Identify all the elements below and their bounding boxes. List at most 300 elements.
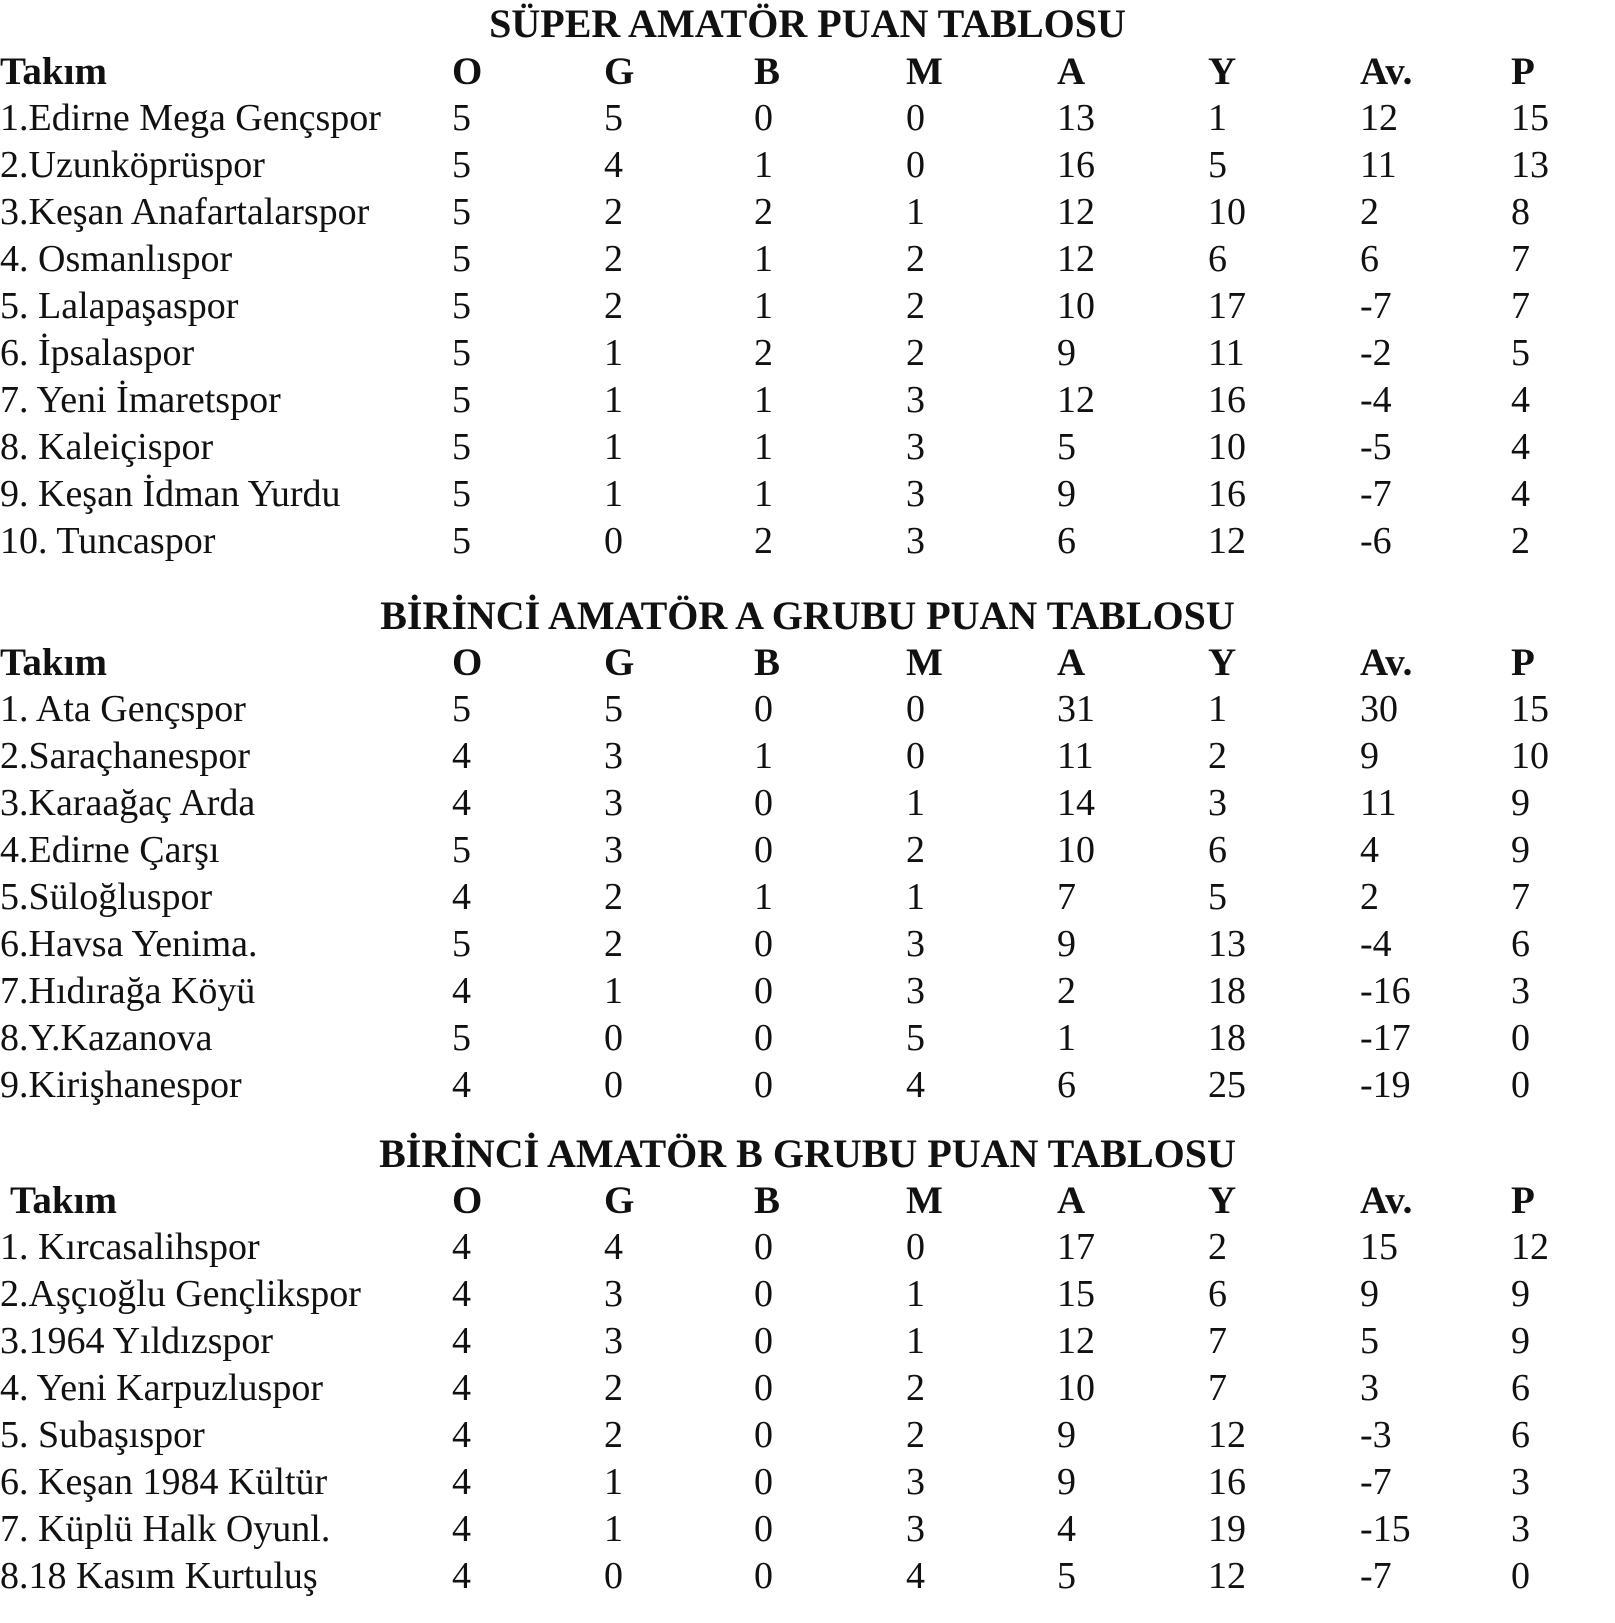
stat-m: 2 <box>906 1414 925 1456</box>
header-team: Takım <box>0 641 107 684</box>
stat-m: 0 <box>906 688 925 730</box>
stat-av: 30 <box>1360 688 1398 730</box>
team-name: 3.Karaağaç Arda <box>0 782 256 824</box>
table-row <box>0 1553 1615 1600</box>
table-row <box>0 518 1615 565</box>
stat-p: 3 <box>1511 970 1530 1012</box>
stat-y: 16 <box>1208 473 1246 515</box>
header-p: P <box>1511 641 1535 684</box>
stat-p: 6 <box>1511 1367 1530 1409</box>
header-a: A <box>1057 1179 1086 1222</box>
stat-o: 5 <box>452 688 471 730</box>
stat-g: 1 <box>604 379 623 421</box>
table-row <box>0 1459 1615 1506</box>
stat-o: 5 <box>452 426 471 468</box>
stat-a: 6 <box>1057 1064 1076 1106</box>
stat-m: 3 <box>906 1508 925 1550</box>
team-name: 4. Osmanlıspor <box>0 238 233 280</box>
stat-o: 4 <box>452 1273 471 1315</box>
stat-a: 12 <box>1057 1320 1095 1362</box>
stat-a: 10 <box>1057 1367 1095 1409</box>
stat-b: 0 <box>754 829 773 871</box>
table-row <box>0 686 1615 733</box>
table-row <box>0 1062 1615 1109</box>
team-name: 9.Kirişhanespor <box>0 1064 242 1106</box>
stat-m: 2 <box>906 238 925 280</box>
header-y: Y <box>1208 1179 1237 1222</box>
stat-y: 17 <box>1208 285 1246 327</box>
stat-a: 10 <box>1057 829 1095 871</box>
team-name: 5.Süloğluspor <box>0 876 213 918</box>
stat-a: 12 <box>1057 238 1095 280</box>
stat-m: 3 <box>906 426 925 468</box>
stat-a: 31 <box>1057 688 1095 730</box>
header-m: M <box>906 1179 943 1222</box>
stat-b: 0 <box>754 970 773 1012</box>
table-row <box>0 189 1615 236</box>
stat-m: 4 <box>906 1555 925 1597</box>
table-header-row <box>0 1177 1615 1224</box>
stat-g: 3 <box>604 735 623 777</box>
stat-o: 4 <box>452 782 471 824</box>
stat-g: 0 <box>604 520 623 562</box>
stat-y: 12 <box>1208 1414 1246 1456</box>
stat-g: 3 <box>604 829 623 871</box>
stat-g: 5 <box>604 97 623 139</box>
team-name: 3.Keşan Anafartalarspor <box>0 191 370 233</box>
stat-y: 18 <box>1208 1017 1246 1059</box>
stat-av: -2 <box>1360 332 1392 374</box>
stat-g: 1 <box>604 473 623 515</box>
header-team: Takım <box>10 1179 117 1222</box>
stat-p: 2 <box>1511 520 1530 562</box>
team-name: 1.Edirne Mega Gençspor <box>0 97 381 139</box>
team-name: 8. Kaleiçispor <box>0 426 214 468</box>
stat-av: 9 <box>1360 735 1379 777</box>
stat-y: 19 <box>1208 1508 1246 1550</box>
team-name: 5. Lalapaşaspor <box>0 285 239 327</box>
team-name: 3.1964 Yıldızspor <box>0 1320 274 1362</box>
table-row <box>0 283 1615 330</box>
header-a: A <box>1057 641 1086 684</box>
stat-o: 5 <box>452 285 471 327</box>
stat-p: 15 <box>1511 97 1549 139</box>
stat-p: 9 <box>1511 1273 1530 1315</box>
stat-o: 4 <box>452 735 471 777</box>
stat-b: 0 <box>754 923 773 965</box>
stat-av: -7 <box>1360 1555 1392 1597</box>
table-header-row <box>0 48 1615 95</box>
stat-a: 16 <box>1057 144 1095 186</box>
stat-b: 1 <box>754 285 773 327</box>
stat-o: 4 <box>452 1064 471 1106</box>
stat-o: 5 <box>452 97 471 139</box>
header-g: G <box>604 641 635 684</box>
table-row <box>0 733 1615 780</box>
stat-av: -15 <box>1360 1508 1411 1550</box>
stat-b: 0 <box>754 1320 773 1362</box>
header-b: B <box>754 641 781 684</box>
stat-o: 4 <box>452 1461 471 1503</box>
stat-o: 5 <box>452 473 471 515</box>
stat-av: 11 <box>1360 782 1397 824</box>
table-row <box>0 95 1615 142</box>
stat-m: 3 <box>906 923 925 965</box>
stat-g: 2 <box>604 285 623 327</box>
stat-b: 1 <box>754 379 773 421</box>
table-row <box>0 1224 1615 1271</box>
table-row <box>0 1015 1615 1062</box>
stat-g: 1 <box>604 1461 623 1503</box>
stat-b: 1 <box>754 238 773 280</box>
stat-b: 0 <box>754 1414 773 1456</box>
stat-av: -19 <box>1360 1064 1411 1106</box>
header-a: A <box>1057 50 1086 93</box>
stat-av: 11 <box>1360 144 1397 186</box>
stat-y: 16 <box>1208 1461 1246 1503</box>
stat-o: 4 <box>452 1367 471 1409</box>
team-name: 8.Y.Kazanova <box>0 1017 213 1059</box>
stat-g: 2 <box>604 876 623 918</box>
stat-y: 18 <box>1208 970 1246 1012</box>
stat-y: 7 <box>1208 1320 1227 1362</box>
stat-b: 2 <box>754 520 773 562</box>
stat-p: 7 <box>1511 285 1530 327</box>
header-y: Y <box>1208 50 1237 93</box>
stat-o: 5 <box>452 1017 471 1059</box>
stat-p: 3 <box>1511 1508 1530 1550</box>
stat-y: 25 <box>1208 1064 1246 1106</box>
stat-b: 1 <box>754 735 773 777</box>
stat-g: 3 <box>604 1273 623 1315</box>
table-row <box>0 1365 1615 1412</box>
stat-av: -7 <box>1360 1461 1392 1503</box>
stat-p: 13 <box>1511 144 1549 186</box>
stat-m: 2 <box>906 332 925 374</box>
stat-a: 7 <box>1057 876 1076 918</box>
stat-o: 5 <box>452 923 471 965</box>
stat-p: 6 <box>1511 1414 1530 1456</box>
stat-g: 3 <box>604 1320 623 1362</box>
stat-p: 8 <box>1511 191 1530 233</box>
stat-g: 2 <box>604 923 623 965</box>
stat-av: -16 <box>1360 970 1411 1012</box>
header-o: O <box>452 50 483 93</box>
header-g: G <box>604 1179 635 1222</box>
stat-av: -7 <box>1360 473 1392 515</box>
stat-g: 0 <box>604 1555 623 1597</box>
stat-y: 1 <box>1208 688 1227 730</box>
stat-y: 6 <box>1208 829 1227 871</box>
team-name: 8.18 Kasım Kurtuluş <box>0 1555 318 1597</box>
stat-o: 4 <box>452 970 471 1012</box>
stat-y: 7 <box>1208 1367 1227 1409</box>
stat-m: 0 <box>906 97 925 139</box>
stat-o: 5 <box>452 238 471 280</box>
table-row <box>0 1506 1615 1553</box>
stat-m: 0 <box>906 1226 925 1268</box>
stat-m: 1 <box>906 1273 925 1315</box>
stat-o: 4 <box>452 1508 471 1550</box>
header-y: Y <box>1208 641 1237 684</box>
stat-av: 2 <box>1360 191 1379 233</box>
stat-a: 9 <box>1057 923 1076 965</box>
stat-av: 12 <box>1360 97 1398 139</box>
stat-o: 4 <box>452 876 471 918</box>
stat-av: -3 <box>1360 1414 1392 1456</box>
table-row <box>0 921 1615 968</box>
header-team: Takım <box>0 50 107 93</box>
stat-y: 12 <box>1208 1555 1246 1597</box>
stat-a: 9 <box>1057 1461 1076 1503</box>
stat-m: 3 <box>906 970 925 1012</box>
header-o: O <box>452 641 483 684</box>
stat-av: 5 <box>1360 1320 1379 1362</box>
stat-g: 2 <box>604 1367 623 1409</box>
stat-a: 11 <box>1057 735 1094 777</box>
stat-a: 13 <box>1057 97 1095 139</box>
table-header-row <box>0 639 1615 686</box>
table-title: BİRİNCİ AMATÖR A GRUBU PUAN TABLOSU <box>380 593 1235 638</box>
header-m: M <box>906 641 943 684</box>
stat-o: 5 <box>452 379 471 421</box>
stat-o: 4 <box>452 1414 471 1456</box>
stat-o: 5 <box>452 144 471 186</box>
header-g: G <box>604 50 635 93</box>
table-row <box>0 1412 1615 1459</box>
stat-p: 10 <box>1511 735 1549 777</box>
stat-b: 1 <box>754 876 773 918</box>
stat-av: 4 <box>1360 829 1379 871</box>
stat-g: 4 <box>604 1226 623 1268</box>
stat-a: 6 <box>1057 520 1076 562</box>
stat-av: -4 <box>1360 379 1392 421</box>
stat-av: -5 <box>1360 426 1392 468</box>
stat-av: 3 <box>1360 1367 1379 1409</box>
stat-av: 2 <box>1360 876 1379 918</box>
stat-g: 1 <box>604 1508 623 1550</box>
stat-a: 4 <box>1057 1508 1076 1550</box>
stat-av: 15 <box>1360 1226 1398 1268</box>
table-title: SÜPER AMATÖR PUAN TABLOSU <box>489 1 1126 46</box>
stat-o: 4 <box>452 1555 471 1597</box>
stat-p: 0 <box>1511 1555 1530 1597</box>
stat-av: 6 <box>1360 238 1379 280</box>
stat-y: 5 <box>1208 876 1227 918</box>
stat-p: 9 <box>1511 1320 1530 1362</box>
stat-g: 1 <box>604 332 623 374</box>
stat-y: 12 <box>1208 520 1246 562</box>
stat-p: 6 <box>1511 923 1530 965</box>
stat-p: 7 <box>1511 876 1530 918</box>
team-name: 7. Küplü Halk Oyunl. <box>0 1508 331 1550</box>
stat-y: 3 <box>1208 782 1227 824</box>
stat-g: 1 <box>604 970 623 1012</box>
table-row <box>0 1318 1615 1365</box>
stat-g: 3 <box>604 782 623 824</box>
stat-a: 2 <box>1057 970 1076 1012</box>
table-row <box>0 827 1615 874</box>
team-name: 2.Aşçıoğlu Gençlikspor <box>0 1273 361 1315</box>
team-name: 4.Edirne Çarşı <box>0 829 220 871</box>
table-row <box>0 142 1615 189</box>
team-name: 6.Havsa Yenima. <box>0 923 258 965</box>
stat-m: 1 <box>906 1320 925 1362</box>
stat-g: 0 <box>604 1064 623 1106</box>
team-name: 1. Ata Gençspor <box>0 688 246 730</box>
stat-p: 0 <box>1511 1017 1530 1059</box>
stat-p: 4 <box>1511 473 1530 515</box>
stat-p: 4 <box>1511 379 1530 421</box>
team-name: 7. Yeni İmaretspor <box>0 379 281 421</box>
stat-o: 4 <box>452 1320 471 1362</box>
stat-g: 4 <box>604 144 623 186</box>
team-name: 7.Hıdırağa Köyü <box>0 970 256 1012</box>
stat-m: 1 <box>906 782 925 824</box>
team-name: 6. Keşan 1984 Kültür <box>0 1461 328 1503</box>
stat-m: 3 <box>906 1461 925 1503</box>
stat-b: 0 <box>754 1508 773 1550</box>
stat-p: 9 <box>1511 829 1530 871</box>
stat-a: 9 <box>1057 473 1076 515</box>
table-row <box>0 330 1615 377</box>
stat-a: 5 <box>1057 1555 1076 1597</box>
header-av: Av. <box>1360 641 1413 684</box>
team-name: 9. Keşan İdman Yurdu <box>0 473 341 515</box>
stat-g: 2 <box>604 191 623 233</box>
stat-b: 0 <box>754 1273 773 1315</box>
table-row <box>0 424 1615 471</box>
stat-y: 6 <box>1208 1273 1227 1315</box>
table-row <box>0 780 1615 827</box>
stat-av: 9 <box>1360 1273 1379 1315</box>
table-row <box>0 236 1615 283</box>
table-row <box>0 874 1615 921</box>
stat-b: 0 <box>754 782 773 824</box>
stat-b: 2 <box>754 191 773 233</box>
stat-g: 1 <box>604 426 623 468</box>
stat-g: 0 <box>604 1017 623 1059</box>
stat-b: 0 <box>754 1555 773 1597</box>
stat-a: 12 <box>1057 379 1095 421</box>
stat-o: 4 <box>452 1226 471 1268</box>
header-p: P <box>1511 1179 1535 1222</box>
stat-y: 13 <box>1208 923 1246 965</box>
team-name: 2.Saraçhanespor <box>0 735 251 777</box>
stat-p: 9 <box>1511 782 1530 824</box>
stat-m: 2 <box>906 1367 925 1409</box>
stat-g: 2 <box>604 1414 623 1456</box>
stat-av: -4 <box>1360 923 1392 965</box>
stat-m: 3 <box>906 520 925 562</box>
header-m: M <box>906 50 943 93</box>
table-title: BİRİNCİ AMATÖR B GRUBU PUAN TABLOSU <box>379 1131 1236 1176</box>
stat-m: 1 <box>906 876 925 918</box>
stat-av: -7 <box>1360 285 1392 327</box>
stat-a: 5 <box>1057 426 1076 468</box>
stat-m: 0 <box>906 144 925 186</box>
stat-y: 1 <box>1208 97 1227 139</box>
stat-o: 5 <box>452 191 471 233</box>
stat-av: -17 <box>1360 1017 1411 1059</box>
stat-m: 3 <box>906 473 925 515</box>
table-row <box>0 1271 1615 1318</box>
team-name: 2.Uzunköprüspor <box>0 144 265 186</box>
stat-b: 1 <box>754 426 773 468</box>
stat-a: 14 <box>1057 782 1095 824</box>
stat-a: 9 <box>1057 332 1076 374</box>
stat-p: 0 <box>1511 1064 1530 1106</box>
stat-b: 1 <box>754 144 773 186</box>
stat-p: 4 <box>1511 426 1530 468</box>
stat-y: 16 <box>1208 379 1246 421</box>
stat-a: 12 <box>1057 191 1095 233</box>
stat-p: 7 <box>1511 238 1530 280</box>
stat-p: 5 <box>1511 332 1530 374</box>
header-b: B <box>754 50 781 93</box>
stat-m: 5 <box>906 1017 925 1059</box>
stat-p: 15 <box>1511 688 1549 730</box>
header-av: Av. <box>1360 1179 1413 1222</box>
header-av: Av. <box>1360 50 1413 93</box>
stat-b: 0 <box>754 1461 773 1503</box>
stat-p: 3 <box>1511 1461 1530 1503</box>
stat-av: -6 <box>1360 520 1392 562</box>
team-name: 1. Kırcasalihspor <box>0 1226 260 1268</box>
header-o: O <box>452 1179 483 1222</box>
stat-b: 0 <box>754 1367 773 1409</box>
stat-m: 4 <box>906 1064 925 1106</box>
table-row <box>0 471 1615 518</box>
stat-a: 17 <box>1057 1226 1095 1268</box>
stat-b: 0 <box>754 1064 773 1106</box>
stat-m: 0 <box>906 735 925 777</box>
stat-o: 5 <box>452 829 471 871</box>
stat-y: 5 <box>1208 144 1227 186</box>
stat-a: 15 <box>1057 1273 1095 1315</box>
stat-g: 2 <box>604 238 623 280</box>
table-row <box>0 377 1615 424</box>
stat-y: 2 <box>1208 1226 1227 1268</box>
team-name: 6. İpsalaspor <box>0 332 195 374</box>
stat-m: 1 <box>906 191 925 233</box>
stat-m: 3 <box>906 379 925 421</box>
header-p: P <box>1511 50 1535 93</box>
stat-b: 0 <box>754 1017 773 1059</box>
stat-o: 5 <box>452 332 471 374</box>
header-b: B <box>754 1179 781 1222</box>
stat-b: 0 <box>754 1226 773 1268</box>
stat-a: 10 <box>1057 285 1095 327</box>
table-row <box>0 968 1615 1015</box>
stat-o: 5 <box>452 520 471 562</box>
stat-y: 10 <box>1208 426 1246 468</box>
team-name: 4. Yeni Karpuzluspor <box>0 1367 323 1409</box>
stat-b: 0 <box>754 97 773 139</box>
stat-m: 2 <box>906 285 925 327</box>
stat-b: 0 <box>754 688 773 730</box>
stat-m: 2 <box>906 829 925 871</box>
stat-y: 10 <box>1208 191 1246 233</box>
stat-y: 11 <box>1208 332 1245 374</box>
stat-y: 2 <box>1208 735 1227 777</box>
team-name: 10. Tuncaspor <box>0 520 216 562</box>
stat-b: 1 <box>754 473 773 515</box>
stat-p: 12 <box>1511 1226 1549 1268</box>
team-name: 5. Subaşıspor <box>0 1414 205 1456</box>
stat-b: 2 <box>754 332 773 374</box>
stat-a: 1 <box>1057 1017 1076 1059</box>
